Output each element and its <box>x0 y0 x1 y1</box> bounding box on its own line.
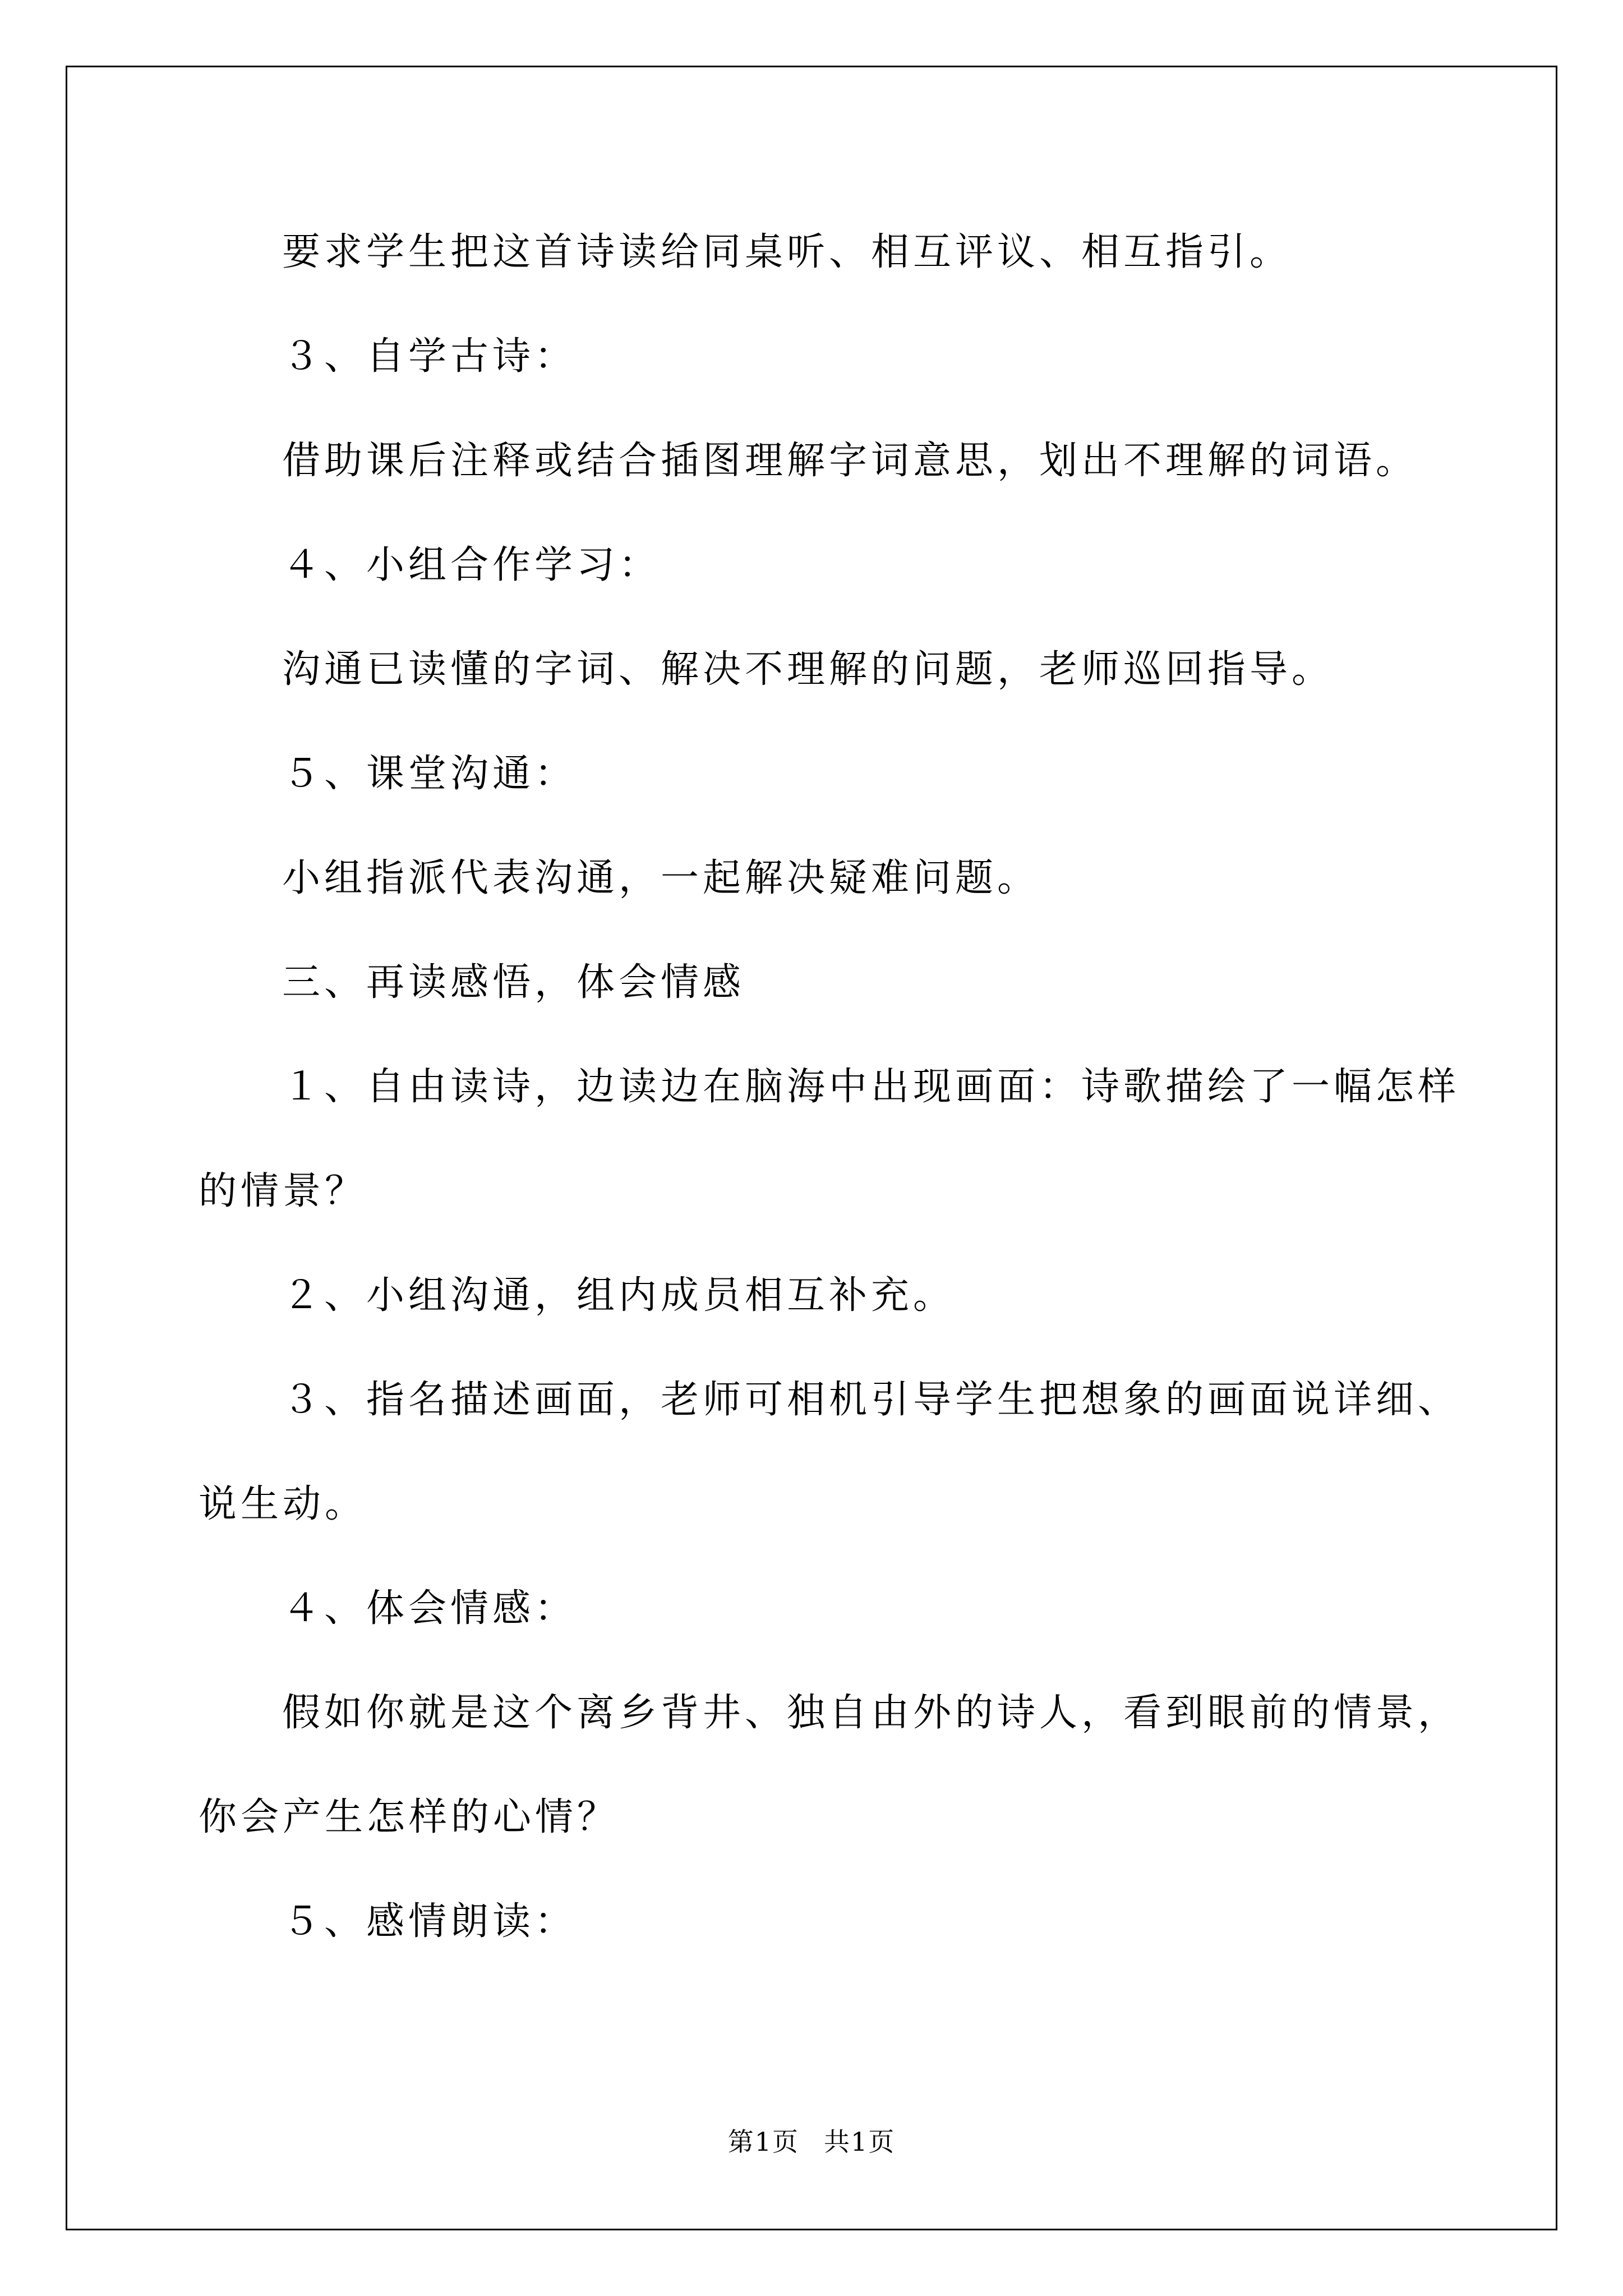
paragraph-line: ３、自学古诗： <box>282 334 577 379</box>
paragraph-line: ５、感情朗读： <box>282 1899 577 1944</box>
page-number: 第1页 <box>727 2127 799 2157</box>
paragraph-line: 你会产生怎样的心情？ <box>199 1795 620 1839</box>
paragraph-line: 借助课后注释或结合插图理解字词意思，划出不理解的词语。 <box>282 439 1418 483</box>
paragraph-line: 说生动。 <box>199 1482 367 1526</box>
paragraph-line: ３、指名描述画面，老师可相机引导学生把想象的画面说详细、 <box>282 1378 1460 1422</box>
paragraph-line: ４、小组合作学习： <box>282 543 661 587</box>
paragraph-line: 要求学生把这首诗读给同桌听、相互评议、相互指引。 <box>282 230 1292 274</box>
paragraph-line: 假如你就是这个离乡背井、独自由外的诗人，看到眼前的情景， <box>282 1691 1460 1735</box>
paragraph-line: ５、课堂沟通： <box>282 752 577 796</box>
paragraph-line: ２、小组沟通，组内成员相互补充。 <box>282 1273 956 1318</box>
paragraph-line: 的情景？ <box>199 1169 367 1213</box>
paragraph-line: １、自由读诗，边读边在脑海中出现画面：诗歌描绘了一幅怎样 <box>282 1065 1460 1109</box>
paragraph-line: 沟通已读懂的字词、解决不理解的问题，老师巡回指导。 <box>282 647 1334 692</box>
paragraph-line: ４、体会情感： <box>282 1586 577 1631</box>
page-total: 共1页 <box>824 2127 896 2157</box>
page-footer <box>0 2126 1623 2157</box>
section-heading: 三、再读感悟，体会情感 <box>282 960 745 1005</box>
paragraph-line: 小组指派代表沟通，一起解决疑难问题。 <box>282 856 1040 900</box>
